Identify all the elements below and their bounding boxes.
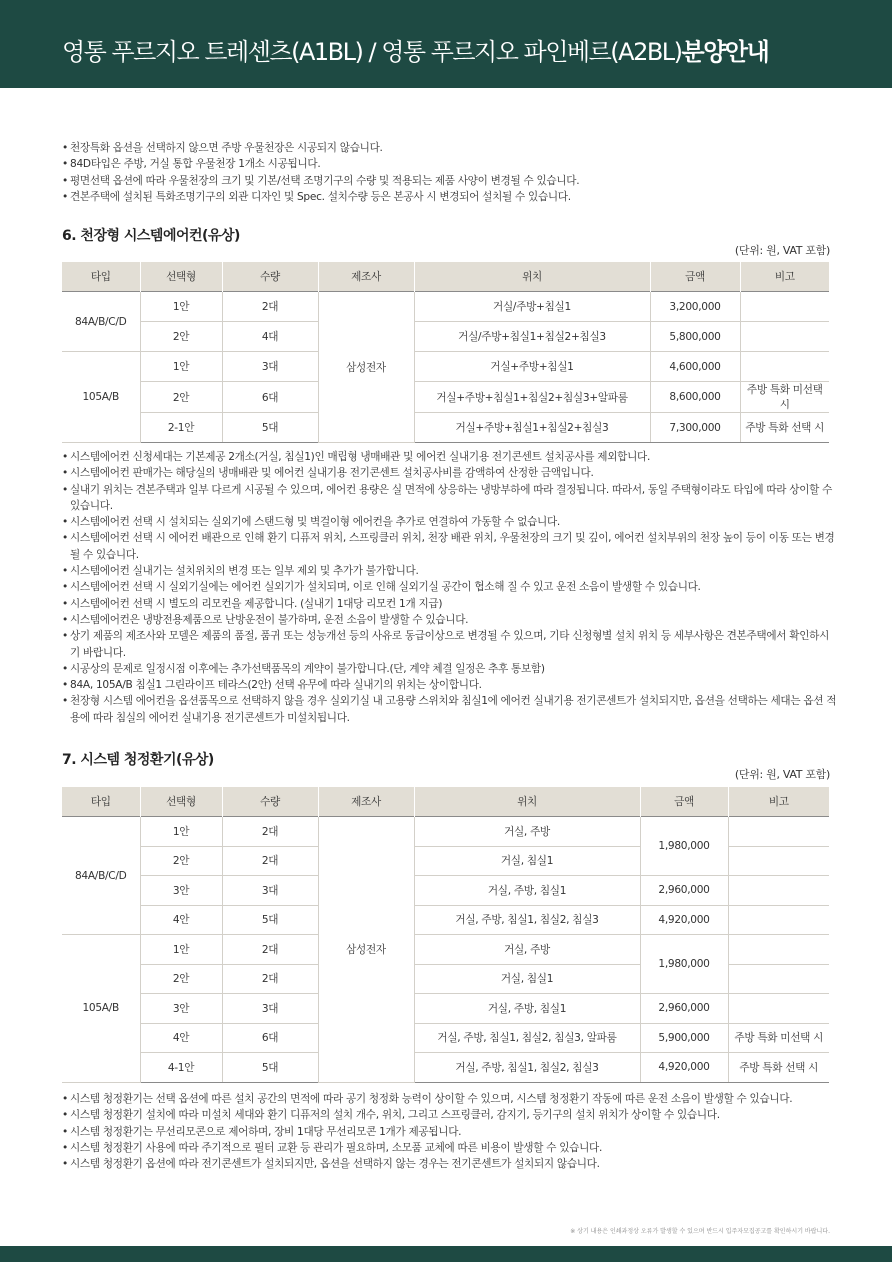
ventilation-table: [62, 787, 829, 1083]
qty-cell: 5대: [222, 905, 318, 935]
qty-cell: 4대: [222, 322, 318, 352]
col-header-type: 타입: [62, 262, 140, 292]
option-cell: 1안: [140, 935, 222, 965]
location-cell: 거실, 주방, 침실1: [414, 876, 640, 906]
location-cell: 거실/주방+침실1+침실2+침실3: [414, 322, 650, 352]
location-cell: 거실, 주방: [414, 935, 640, 965]
table-header-row: [62, 262, 829, 292]
col-header-qty: 수량: [222, 787, 318, 817]
table-row: [62, 1023, 829, 1053]
note-item: • 평면선택 옵션에 따라 우물천장의 크기 및 기본/선택 조명기구의 수량 및 적용되는 제품 사양이 변경될 수 있습니다.: [62, 173, 837, 189]
col-header-note: 비고: [740, 262, 829, 292]
table-row: [62, 905, 829, 935]
note-cell: 주방 특화 선택 시: [728, 1053, 829, 1083]
col-header-option: 선택형: [140, 787, 222, 817]
note-item: • 천장특화 옵션을 선택하지 않으면 주방 우물천장은 시공되지 않습니다.: [62, 140, 837, 156]
col-header-price: 금액: [640, 787, 728, 817]
option-cell: 2안: [140, 964, 222, 994]
price-cell: 5,900,000: [640, 1023, 728, 1053]
location-cell: 거실, 주방, 침실1, 침실2, 침실3: [414, 1053, 640, 1083]
note-item: • 84A, 105A/B 침실1 그린라이프 테라스(2안) 선택 유무에 따라 실내기의 위치는 상이합니다.: [62, 677, 837, 693]
location-cell: 거실, 주방, 침실1, 침실2, 침실3, 알파룸: [414, 1023, 640, 1053]
page-footer-bar: [0, 1246, 892, 1262]
note-item: • 84D타입은 주방, 거실 통합 우물천장 1개소 시공됩니다.: [62, 156, 837, 172]
note-cell: [728, 905, 829, 935]
table-row: [62, 876, 829, 906]
note-cell: [740, 322, 829, 352]
type-cell: 105A/B: [62, 352, 140, 443]
section6-notes: [62, 449, 837, 726]
note-item: • 시스템에어컨 선택 시 실외기실에는 에어컨 실외기가 설치되며, 이로 인해 실외기실 공간이 협소해 질 수 있고 운전 소음이 발생할 수 있습니다.: [62, 579, 837, 595]
maker-cell: 삼성전자: [318, 292, 414, 443]
col-header-note: 비고: [728, 787, 829, 817]
note-item: • 시스템에어컨 선택 시 에어컨 배관으로 인해 환기 디퓨저 위치, 스프링클러 위치, 천장 배관 위치, 우물천장의 크기 및 깊이, 에어컨 설치부위의 천장 높이 등이 이동 또는 변경될 수 있습니다.: [62, 530, 837, 563]
qty-cell: 2대: [222, 292, 318, 322]
note-cell: [728, 876, 829, 906]
type-cell: 84A/B/C/D: [62, 817, 140, 935]
note-cell: [728, 964, 829, 994]
note-item: • 시스템 청정환기 사용에 따라 주기적으로 필터 교환 등 관리가 필요하며, 소모품 교체에 따른 비용이 발생할 수 있습니다.: [62, 1140, 837, 1156]
section6-title: 6. 천장형 시스템에어컨(유상): [62, 228, 240, 244]
note-cell: 주방 특화 미선택 시: [728, 1023, 829, 1053]
section7-title: 7. 시스템 청정환기(유상): [62, 752, 214, 768]
page-title-emphasis: 분양안내: [681, 38, 769, 66]
qty-cell: 6대: [222, 1023, 318, 1053]
option-cell: 4-1안: [140, 1053, 222, 1083]
option-cell: 1안: [140, 292, 222, 322]
note-item: • 실내기 위치는 견본주택과 일부 다르게 시공될 수 있으며, 에어컨 용량은 실 면적에 상응하는 냉방부하에 따라 결정됩니다. 따라서, 동일 주택형이라도 타입에 따라 상이할 수 있습니다.: [62, 482, 837, 515]
note-cell: [728, 935, 829, 965]
location-cell: 거실, 주방: [414, 817, 640, 847]
price-cell: 3,200,000: [650, 292, 740, 322]
option-cell: 1안: [140, 352, 222, 382]
location-cell: 거실+주방+침실1+침실2+침실3: [414, 413, 650, 443]
table-row: [62, 322, 829, 352]
price-cell: 1,980,000: [640, 935, 728, 994]
qty-cell: 5대: [222, 413, 318, 443]
table-row: [62, 994, 829, 1024]
note-item: • 시스템에어컨 실내기는 설치위치의 변경 또는 일부 제외 및 추가가 불가합니다.: [62, 563, 837, 579]
option-cell: 2안: [140, 322, 222, 352]
col-header-location: 위치: [414, 787, 640, 817]
qty-cell: 2대: [222, 817, 318, 847]
location-cell: 거실, 침실1: [414, 846, 640, 876]
price-cell: 8,600,000: [650, 382, 740, 413]
location-cell: 거실, 주방, 침실1: [414, 994, 640, 1024]
table-row: [62, 352, 829, 382]
price-cell: 4,920,000: [640, 1053, 728, 1083]
note-cell: [740, 292, 829, 322]
col-header-type: 타입: [62, 787, 140, 817]
note-cell: [728, 994, 829, 1024]
qty-cell: 2대: [222, 935, 318, 965]
note-item: • 시스템 청정환기는 선택 옵션에 따른 설치 공간의 면적에 따라 공기 청정화 능력이 상이할 수 있으며, 시스템 청정환기 작동에 따른 운전 소음이 발생할 수 있습니다.: [62, 1091, 837, 1107]
price-cell: 2,960,000: [640, 876, 728, 906]
type-cell: 84A/B/C/D: [62, 292, 140, 352]
table-row: [62, 1053, 829, 1083]
note-item: • 시스템 청정환기 옵션에 따라 전기콘센트가 설치되지만, 옵션을 선택하지 않는 경우는 전기콘센트가 설치되지 않습니다.: [62, 1156, 837, 1172]
col-header-price: 금액: [650, 262, 740, 292]
option-cell: 4안: [140, 905, 222, 935]
aircon-table: [62, 262, 829, 443]
col-header-qty: 수량: [222, 262, 318, 292]
note-item: • 시스템에어컨 선택 시 별도의 리모컨을 제공합니다. (실내기 1대당 리모컨 1개 지급): [62, 596, 837, 612]
note-item: • 시스템 청정환기는 무선리모콘으로 제어하며, 장비 1대당 무선리모콘 1개가 제공됩니다.: [62, 1124, 837, 1140]
option-cell: 2-1안: [140, 413, 222, 443]
qty-cell: 3대: [222, 994, 318, 1024]
price-cell: 1,980,000: [640, 817, 728, 876]
location-cell: 거실, 주방, 침실1, 침실2, 침실3: [414, 905, 640, 935]
location-cell: 거실+주방+침실1+침실2+침실3+알파룸: [414, 382, 650, 413]
location-cell: 거실+주방+침실1: [414, 352, 650, 382]
price-cell: 2,960,000: [640, 994, 728, 1024]
col-header-maker: 제조사: [318, 787, 414, 817]
page-title: 영통 푸르지오 트레센츠(A1BL) / 영통 푸르지오 파인베르(A2BL)분양안내: [62, 38, 769, 66]
option-cell: 3안: [140, 994, 222, 1024]
note-item: • 시스템에어컨 판매가는 해당실의 냉매배관 및 에어컨 실내기용 전기콘센트 설치공사비를 감액하여 산정한 금액입니다.: [62, 465, 837, 481]
note-cell: [728, 817, 829, 847]
col-header-option: 선택형: [140, 262, 222, 292]
qty-cell: 2대: [222, 846, 318, 876]
note-item: • 시스템에어컨은 냉방전용제품으로 난방운전이 불가하며, 운전 소음이 발생할 수 있습니다.: [62, 612, 837, 628]
option-cell: 2안: [140, 382, 222, 413]
page-header: [0, 0, 892, 88]
table-header-row: [62, 787, 829, 817]
qty-cell: 2대: [222, 964, 318, 994]
intro-notes: [62, 140, 837, 205]
note-cell: 주방 특화 선택 시: [740, 413, 829, 443]
qty-cell: 5대: [222, 1053, 318, 1083]
table-row: [62, 817, 829, 847]
maker-cell: 삼성전자: [318, 817, 414, 1083]
note-item: • 시스템에어컨 신청세대는 기본제공 2개소(거실, 침실1)인 매립형 냉매배관 및 에어컨 실내기용 전기콘센트 설치공사를 제외합니다.: [62, 449, 837, 465]
table-row: [62, 935, 829, 965]
footnote: ※ 상기 내용은 인쇄과정상 오류가 발생할 수 있으며 반드시 입주자모집공고를 확인하시기 바랍니다.: [570, 1228, 830, 1235]
table-row: [62, 382, 829, 413]
price-cell: 5,800,000: [650, 322, 740, 352]
col-header-location: 위치: [414, 262, 650, 292]
note-item: • 상기 제품의 제조사와 모델은 제품의 품절, 품귀 또는 성능개선 등의 사유로 동급이상으로 변경될 수 있으며, 기타 신청형별 설치 위치 등 세부사항은 견본주택에서 확인하시기 바랍니다.: [62, 628, 837, 661]
note-item: • 견본주택에 설치된 특화조명기구의 외관 디자인 및 Spec. 설치수량 등은 본공사 시 변경되어 설치될 수 있습니다.: [62, 189, 837, 205]
price-cell: 4,600,000: [650, 352, 740, 382]
type-cell: 105A/B: [62, 935, 140, 1083]
note-item: • 시공상의 문제로 일정시점 이후에는 추가선택품목의 계약이 불가합니다.(단, 계약 체결 일정은 추후 통보함): [62, 661, 837, 677]
col-header-maker: 제조사: [318, 262, 414, 292]
option-cell: 2안: [140, 846, 222, 876]
qty-cell: 3대: [222, 876, 318, 906]
option-cell: 3안: [140, 876, 222, 906]
note-cell: [740, 352, 829, 382]
qty-cell: 6대: [222, 382, 318, 413]
note-item: • 시스템 청정환기 설치에 따라 미설치 세대와 환기 디퓨저의 설치 개수, 위치, 그리고 스프링클러, 감지기, 등기구의 설치 위치가 상이할 수 있습니다.: [62, 1107, 837, 1123]
section7-unit: (단위: 원, VAT 포함): [734, 768, 830, 781]
note-cell: [728, 846, 829, 876]
note-cell: 주방 특화 미선택 시: [740, 382, 829, 413]
price-cell: 4,920,000: [640, 905, 728, 935]
location-cell: 거실/주방+침실1: [414, 292, 650, 322]
section7-notes: [62, 1091, 837, 1172]
location-cell: 거실, 침실1: [414, 964, 640, 994]
qty-cell: 3대: [222, 352, 318, 382]
table-row: [62, 292, 829, 322]
note-item: • 시스템에어컨 선택 시 설치되는 실외기에 스탠드형 및 벽걸이형 에어컨을 추가로 연결하여 가동할 수 없습니다.: [62, 514, 837, 530]
option-cell: 1안: [140, 817, 222, 847]
option-cell: 4안: [140, 1023, 222, 1053]
price-cell: 7,300,000: [650, 413, 740, 443]
section6-unit: (단위: 원, VAT 포함): [734, 244, 830, 257]
note-item: • 천장형 시스템 에어컨을 옵션품목으로 선택하지 않을 경우 실외기실 내 고용량 스위치와 침실1에 에어컨 실내기용 전기콘센트가 설치되지만, 옵션을 선택하는 세대는 옵션 적용에 따라 침실의 에어컨 실내기용 전기콘센트가 미설치됩니다.: [62, 693, 837, 726]
table-row: [62, 413, 829, 443]
